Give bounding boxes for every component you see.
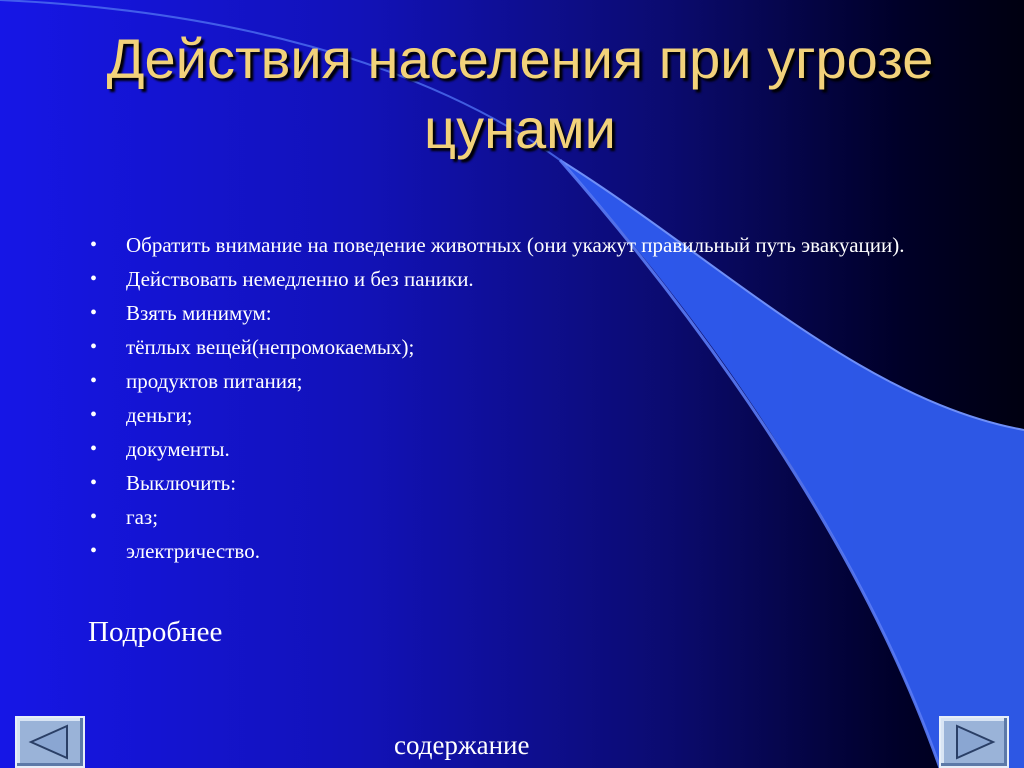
prev-slide-button[interactable] (15, 716, 85, 768)
bullet-icon: • (90, 472, 98, 494)
list-item-text: Выключить: (126, 471, 237, 495)
list-item (88, 536, 908, 566)
list-item-text: Действовать немедленно и без паники. (126, 267, 474, 291)
list-item-text: документы. (126, 437, 230, 461)
bullet-icon: • (90, 438, 98, 460)
next-slide-button[interactable] (939, 716, 1009, 768)
list-item (88, 298, 908, 328)
bullet-icon: • (90, 404, 98, 426)
triangle-right-icon (941, 718, 1007, 766)
triangle-left-icon (17, 718, 83, 766)
bullet-icon: • (90, 370, 98, 392)
list-item (88, 468, 908, 498)
list-item-text: Обратить внимание на поведение животных (они укажут правильный путь эвакуации). (126, 233, 905, 257)
list-item-text: Взять минимум: (126, 301, 272, 325)
list-item-text: тёплых вещей(непромокаемых); (126, 335, 415, 359)
list-item-text: электричество. (126, 539, 260, 563)
bullet-icon: • (90, 234, 98, 256)
list-item-text: деньги; (126, 403, 193, 427)
list-item (88, 502, 908, 532)
bullet-icon: • (90, 336, 98, 358)
list-item (88, 366, 908, 396)
list-item (88, 400, 908, 430)
more-link[interactable]: Подробнее (88, 616, 223, 648)
bullet-icon: • (90, 268, 98, 290)
list-item (88, 434, 908, 464)
bullet-icon: • (90, 540, 98, 562)
bullet-list (88, 230, 908, 570)
list-item (88, 264, 908, 294)
bullet-icon: • (90, 302, 98, 324)
contents-link[interactable]: содержание (394, 730, 530, 760)
slide-title: Действия населения при угрозе цунами (106, 27, 934, 160)
list-item-text: продуктов питания; (126, 369, 303, 393)
list-item-text: газ; (126, 505, 159, 529)
list-item (88, 332, 908, 362)
list-item (88, 230, 908, 260)
bullet-icon: • (90, 506, 98, 528)
